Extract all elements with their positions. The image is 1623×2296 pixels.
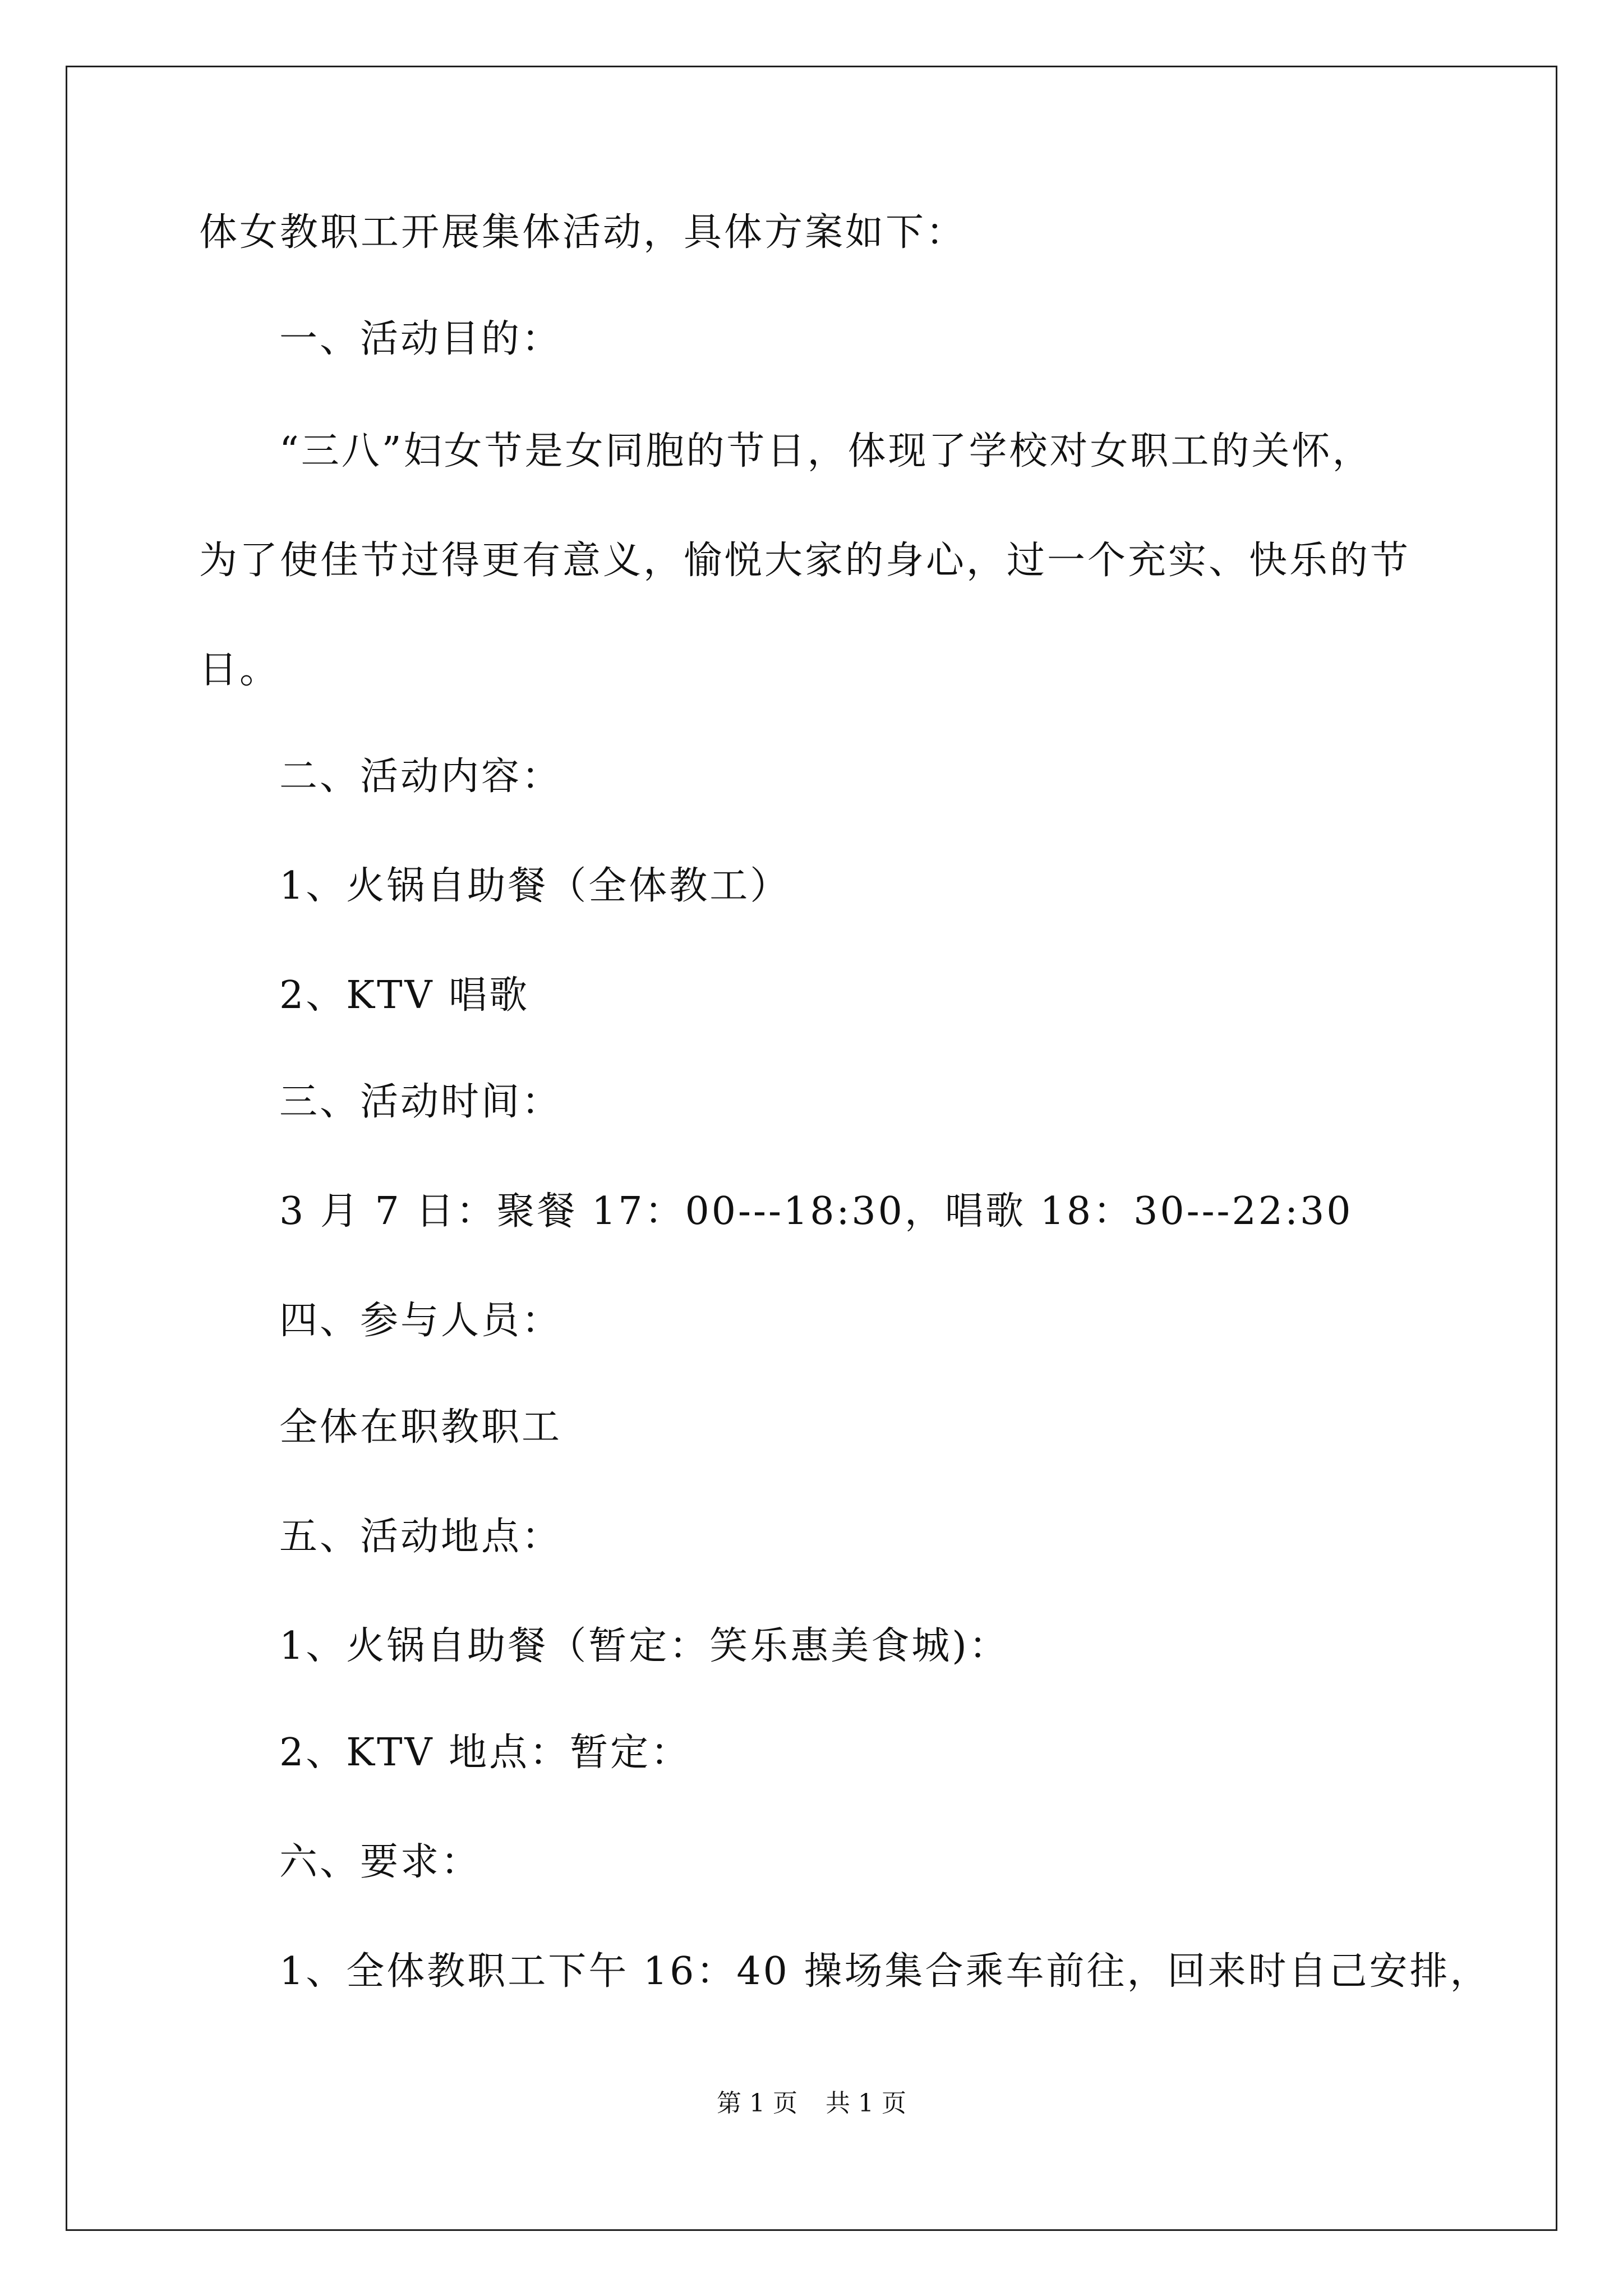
paragraph-line: “三八”妇女节是女同胞的节日，体现了学校对女职工的关怀， [279, 429, 1373, 473]
paragraph-line: 日。 [199, 648, 280, 692]
list-item: 2、KTV 地点：暂定： [279, 1731, 691, 1775]
section-heading-time: 三、活动时间： [279, 1080, 562, 1124]
page-total: 共 1 页 [826, 2089, 906, 2118]
section-heading-requirements: 六、要求： [279, 1840, 482, 1884]
section-heading-purpose: 一、活动目的： [279, 317, 562, 361]
page-border [66, 66, 1557, 2231]
paragraph-line: 3 月 7 日：聚餐 17：00---18:30，唱歌 18：30---22:30 [279, 1189, 1353, 1234]
paragraph-line: 全体在职教职工 [279, 1405, 562, 1450]
list-item: 2、KTV 唱歌 [279, 973, 530, 1018]
section-heading-participants: 四、参与人员： [279, 1299, 562, 1343]
list-item: 1、火锅自助餐（暂定：笑乐惠美食城)： [279, 1624, 1009, 1668]
list-item: 1、全体教职工下午 16：40 操场集合乘车前往，回来时自己安排， [279, 1949, 1491, 1994]
section-heading-location: 五、活动地点： [279, 1515, 562, 1559]
paragraph-line: 体女教职工开展集体活动，具体方案如下： [199, 210, 967, 255]
paragraph-line: 为了使佳节过得更有意义，愉悦大家的身心，过一个充实、快乐的节 [199, 539, 1411, 583]
page-footer [0, 2087, 1623, 2120]
page-number: 第 1 页 [717, 2089, 797, 2118]
section-heading-content: 二、活动内容： [279, 754, 562, 799]
list-item: 1、火锅自助餐（全体教工） [279, 864, 791, 908]
